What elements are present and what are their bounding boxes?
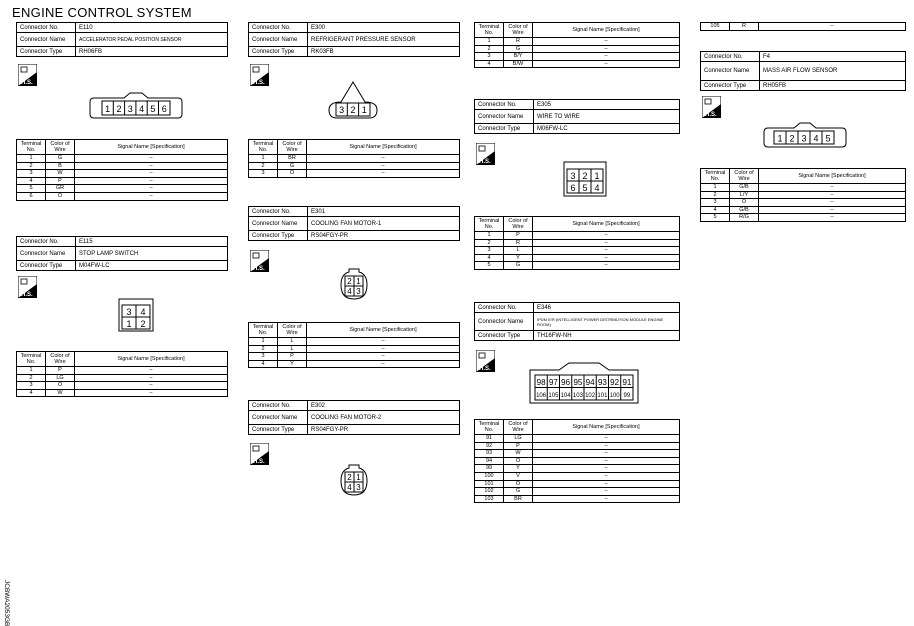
table-row xyxy=(475,262,680,270)
pin: 2 xyxy=(347,473,352,482)
pin: 5 xyxy=(150,104,156,114)
terminal-cell: 5 xyxy=(475,262,504,270)
terminal-cell: 4 xyxy=(701,206,730,214)
terminal-cell: 91 xyxy=(475,435,504,443)
svg-text:2: 2 xyxy=(789,133,795,144)
pin: 2 xyxy=(350,105,356,115)
svg-text:4: 4 xyxy=(813,133,819,144)
signal-cell: – xyxy=(75,382,228,390)
color-cell: P xyxy=(278,353,307,361)
svg-text:95: 95 xyxy=(573,378,583,387)
svg-text:1: 1 xyxy=(777,133,783,144)
terminal-cell: 94 xyxy=(475,457,504,465)
table-row xyxy=(249,345,460,353)
terminal-cell: 1 xyxy=(475,232,504,240)
color-cell: P xyxy=(46,367,75,375)
color-cell: G/B xyxy=(730,184,759,192)
svg-text:102: 102 xyxy=(585,393,596,399)
table-row xyxy=(17,162,228,170)
pin: 1 xyxy=(594,171,600,181)
terminal-cell: 2 xyxy=(475,45,504,53)
color-cell: V xyxy=(504,472,533,480)
color-cell: R/G xyxy=(730,214,759,222)
table-row xyxy=(701,214,906,222)
color-cell: O xyxy=(278,170,307,178)
table-row xyxy=(17,367,228,375)
harness-side-icon xyxy=(250,250,269,272)
signal-cell: – xyxy=(759,23,906,31)
terminal-cell: 6 xyxy=(17,192,46,200)
pin: 4 xyxy=(139,104,145,114)
signal-cell: – xyxy=(75,185,228,193)
color-cell: O xyxy=(730,199,759,207)
signal-cell: – xyxy=(533,480,680,488)
signal-cell: – xyxy=(533,247,680,255)
terminal-cell: 1 xyxy=(475,38,504,46)
signal-cell: – xyxy=(75,170,228,178)
terminal-cell: 3 xyxy=(475,247,504,255)
color-cell: R xyxy=(730,23,759,31)
table-row xyxy=(17,389,228,397)
signal-cell: – xyxy=(75,177,228,185)
pin: 6 xyxy=(570,183,576,193)
table-row xyxy=(475,53,680,61)
connector-type: RH06FB xyxy=(76,47,228,57)
table-row xyxy=(701,184,906,192)
connector-info-e305: Connector No. E305 Connector Name WIRE TO WIRE Connector Type M06FW-LC xyxy=(474,99,680,134)
signal-cell: – xyxy=(75,374,228,382)
color-cell: O xyxy=(504,480,533,488)
svg-text:105: 105 xyxy=(548,393,559,399)
terminal-cell: 2 xyxy=(17,162,46,170)
signal-cell: – xyxy=(533,495,680,503)
terminal-table-e301: Terminal No. Color of Wire Signal Name [Specification] 1 L – 2 L – 3 P – 4 Y – xyxy=(248,322,460,368)
svg-text:93: 93 xyxy=(597,378,607,387)
svg-text:H.S.: H.S. xyxy=(253,80,265,86)
label: Connector Type xyxy=(17,47,76,57)
harness-side-icon xyxy=(476,350,495,372)
color-cell: P xyxy=(504,232,533,240)
signal-cell: – xyxy=(533,465,680,473)
harness-side-icon xyxy=(250,64,269,86)
svg-text:96: 96 xyxy=(561,378,571,387)
terminal-cell: 2 xyxy=(701,191,730,199)
terminal-table-e346-continued xyxy=(700,22,906,31)
table-row xyxy=(249,353,460,361)
terminal-cell: 3 xyxy=(17,382,46,390)
pin: 4 xyxy=(347,287,352,296)
table-row xyxy=(475,232,680,240)
header-signal: Signal Name [Specification] xyxy=(75,140,228,155)
figure-code: JCBWA2053GB xyxy=(3,580,10,626)
color-cell: P xyxy=(504,442,533,450)
color-cell: W xyxy=(504,450,533,458)
svg-text:H.S.: H.S. xyxy=(705,112,717,118)
pin: 1 xyxy=(105,104,111,114)
signal-cell: – xyxy=(533,450,680,458)
svg-text:H.S.: H.S. xyxy=(253,459,265,465)
color-cell: G xyxy=(504,262,533,270)
signal-cell: – xyxy=(533,488,680,496)
signal-cell: – xyxy=(533,442,680,450)
connector-info-e346: Connector No. E346 Connector Name IPDM E/R (INTELLIGENT POWER DISTRIBUTION MODULE ENGINE ROOM) Connector Type TH16FW-NH xyxy=(474,302,680,341)
signal-cell: – xyxy=(533,472,680,480)
terminal-cell: 1 xyxy=(701,184,730,192)
pin: 2 xyxy=(347,277,352,286)
signal-cell: – xyxy=(759,191,906,199)
label: Connector Name xyxy=(17,247,76,261)
pin: 4 xyxy=(594,183,600,193)
terminal-table-e110 xyxy=(16,139,228,201)
signal-cell: – xyxy=(759,214,906,222)
connector-info-e115 xyxy=(16,236,228,271)
svg-text:H.S.: H.S. xyxy=(253,266,265,272)
signal-cell: – xyxy=(533,262,680,270)
connector-name: ACCELERATOR PEDAL POSITION SENSOR xyxy=(76,33,228,47)
table-row xyxy=(17,155,228,163)
connector-no: E115 xyxy=(76,237,228,247)
terminal-cell: 105 xyxy=(701,23,730,31)
table-row xyxy=(17,170,228,178)
table-row xyxy=(475,254,680,262)
terminal-cell: 3 xyxy=(249,170,278,178)
terminal-cell: 102 xyxy=(475,488,504,496)
pin: 2 xyxy=(116,104,122,114)
signal-cell: – xyxy=(759,206,906,214)
svg-text:3: 3 xyxy=(801,133,807,144)
connector-info-e301: Connector No. E301 Connector Name COOLING FAN MOTOR-1 Connector Type RS04FGY-PR xyxy=(248,206,460,241)
connector-diagram-e302 xyxy=(339,462,369,503)
signal-cell: – xyxy=(533,45,680,53)
terminal-cell: 5 xyxy=(701,214,730,222)
signal-cell: – xyxy=(533,60,680,68)
pin: 3 xyxy=(356,287,361,296)
table-row xyxy=(17,374,228,382)
signal-cell: – xyxy=(75,192,228,200)
pin: 3 xyxy=(356,483,361,492)
terminal-cell: 3 xyxy=(475,53,504,61)
terminal-cell: 103 xyxy=(475,495,504,503)
terminal-table-e115: Terminal No. Color of Wire Signal Name [Specification] 1 P – 2 LG – 3 O – 4 W – xyxy=(16,351,228,397)
table-row xyxy=(249,360,460,368)
color-cell: G/B xyxy=(730,206,759,214)
terminal-cell: 92 xyxy=(475,442,504,450)
svg-text:94: 94 xyxy=(585,378,595,387)
connector-no: E110 xyxy=(76,23,228,33)
signal-cell: – xyxy=(533,53,680,61)
signal-cell: – xyxy=(75,162,228,170)
terminal-cell: 1 xyxy=(249,155,278,163)
terminal-table-e305: Terminal No. Color of Wire Signal Name [Specification] 1 P – 2 R – 3 L – 4 Y – 5 G – xyxy=(474,216,680,270)
signal-cell: – xyxy=(533,239,680,247)
pin: 1 xyxy=(126,319,132,329)
signal-cell: – xyxy=(307,360,460,368)
connector-info-e302: Connector No. E302 Connector Name COOLING FAN MOTOR-2 Connector Type RS04FGY-PR xyxy=(248,400,460,435)
table-row xyxy=(475,488,680,496)
signal-cell: – xyxy=(307,353,460,361)
svg-text:5: 5 xyxy=(825,133,831,144)
color-cell: O xyxy=(504,457,533,465)
connector-type: M04FW-LC xyxy=(76,261,228,271)
connector-name: STOP LAMP SWITCH xyxy=(76,247,228,261)
connector-info-e300: Connector No. E300 Connector Name REFRIGERANT PRESSURE SENSOR Connector Type RK03FB xyxy=(248,22,460,57)
terminal-cell: 3 xyxy=(249,353,278,361)
terminal-cell: 2 xyxy=(17,374,46,382)
header-terminal: Terminal No. xyxy=(17,140,46,155)
terminal-cell: 2 xyxy=(249,162,278,170)
pin: 6 xyxy=(161,104,167,114)
svg-text:106: 106 xyxy=(536,393,547,399)
color-cell: G xyxy=(504,45,533,53)
signal-cell: – xyxy=(533,457,680,465)
connector-diagram-e300 xyxy=(325,80,381,125)
header-color: Color of Wire xyxy=(46,140,75,155)
table-row xyxy=(475,239,680,247)
table-row xyxy=(475,247,680,255)
svg-text:H.S.: H.S. xyxy=(479,366,491,372)
table-row xyxy=(475,60,680,68)
label: Connector No. xyxy=(17,237,76,247)
table-row xyxy=(701,206,906,214)
color-cell: LG xyxy=(46,374,75,382)
table-row xyxy=(475,442,680,450)
svg-text:104: 104 xyxy=(560,393,571,399)
color-cell: R xyxy=(504,38,533,46)
color-cell: G xyxy=(46,155,75,163)
table-row xyxy=(475,450,680,458)
color-cell: W xyxy=(46,170,75,178)
color-cell: L xyxy=(278,345,307,353)
signal-cell: – xyxy=(759,199,906,207)
color-cell: L xyxy=(504,247,533,255)
signal-cell: – xyxy=(307,338,460,346)
connector-diagram-e115 xyxy=(118,298,154,337)
table-row xyxy=(475,435,680,443)
signal-cell: – xyxy=(307,162,460,170)
table-row xyxy=(701,191,906,199)
terminal-cell: 99 xyxy=(475,465,504,473)
color-cell: L xyxy=(278,338,307,346)
terminal-table-e300: Terminal No. Color of Wire Signal Name [Specification] 1 BR – 2 G – 3 O – xyxy=(248,139,460,178)
harness-side-icon xyxy=(18,276,37,298)
connector-diagram-e305 xyxy=(563,161,607,202)
pin: 1 xyxy=(361,105,367,115)
color-cell: LG xyxy=(504,435,533,443)
terminal-cell: 93 xyxy=(475,450,504,458)
pin: 3 xyxy=(570,171,576,181)
terminal-cell: 1 xyxy=(249,338,278,346)
terminal-table-e346: Terminal No. Color of Wire Signal Name [Specification] 91 LG – 92 P – 93 W – 94 O – 99 Y – 100 V – 101 O – 102 G – 103 BR – xyxy=(474,419,680,503)
svg-text:97: 97 xyxy=(548,378,558,387)
signal-cell: – xyxy=(75,389,228,397)
table-row xyxy=(475,472,680,480)
svg-text:91: 91 xyxy=(622,378,632,387)
svg-text:101: 101 xyxy=(597,393,608,399)
terminal-table-continued: Terminal No. Color of Wire Signal Name [Specification] 1 R – 2 G – 3 B/Y – 4 B/W – xyxy=(474,22,680,68)
signal-cell: – xyxy=(533,232,680,240)
terminal-cell: 4 xyxy=(17,177,46,185)
signal-cell: – xyxy=(533,38,680,46)
connector-info-f4: Connector No. F4 Connector Name MASS AIR FLOW SENSOR Connector Type RH05FB xyxy=(700,51,906,91)
table-row xyxy=(475,495,680,503)
connector-diagram-f4 xyxy=(762,122,848,155)
connector-diagram-e301 xyxy=(339,266,369,307)
svg-text:99: 99 xyxy=(623,393,631,399)
color-cell: Y xyxy=(504,254,533,262)
connector-info-e110 xyxy=(16,22,228,57)
svg-text:100: 100 xyxy=(609,393,620,399)
svg-text:H.S.: H.S. xyxy=(21,80,33,86)
terminal-cell: 4 xyxy=(249,360,278,368)
table-row xyxy=(475,480,680,488)
pin: 3 xyxy=(127,104,133,114)
color-cell: BR xyxy=(504,495,533,503)
table-row xyxy=(17,382,228,390)
color-cell: L/Y xyxy=(730,191,759,199)
terminal-cell: 2 xyxy=(475,239,504,247)
pin: 3 xyxy=(126,307,132,317)
table-row xyxy=(249,155,460,163)
table-row xyxy=(17,185,228,193)
table-row xyxy=(475,465,680,473)
terminal-cell: 101 xyxy=(475,480,504,488)
table-row xyxy=(701,23,906,31)
color-cell: G xyxy=(504,488,533,496)
pin: 4 xyxy=(140,307,146,317)
pin: 2 xyxy=(582,171,588,181)
pin: 4 xyxy=(347,483,352,492)
label: Connector No. xyxy=(17,23,76,33)
table-row xyxy=(475,45,680,53)
svg-text:103: 103 xyxy=(572,393,583,399)
terminal-cell: 100 xyxy=(475,472,504,480)
terminal-cell: 4 xyxy=(475,60,504,68)
label: Connector Name xyxy=(17,33,76,47)
svg-text:92: 92 xyxy=(610,378,620,387)
color-cell: B/W xyxy=(504,60,533,68)
page-title: ENGINE CONTROL SYSTEM xyxy=(12,5,192,20)
terminal-cell: 3 xyxy=(17,170,46,178)
color-cell: R xyxy=(504,239,533,247)
harness-side-icon xyxy=(18,64,37,86)
pin: 1 xyxy=(356,277,361,286)
signal-cell: – xyxy=(307,345,460,353)
table-row xyxy=(475,457,680,465)
terminal-cell: 3 xyxy=(701,199,730,207)
harness-side-icon xyxy=(250,443,269,465)
table-row xyxy=(249,162,460,170)
terminal-cell: 4 xyxy=(17,389,46,397)
color-cell: P xyxy=(46,177,75,185)
terminal-cell: 2 xyxy=(249,345,278,353)
pin: 5 xyxy=(582,183,588,193)
pin: 2 xyxy=(140,319,146,329)
color-cell: O xyxy=(46,382,75,390)
color-cell: B/Y xyxy=(504,53,533,61)
table-row xyxy=(475,38,680,46)
table-row xyxy=(17,177,228,185)
color-cell: GR xyxy=(46,185,75,193)
table-row xyxy=(249,338,460,346)
signal-cell: – xyxy=(307,170,460,178)
pin: 1 xyxy=(356,473,361,482)
svg-text:98: 98 xyxy=(536,378,546,387)
svg-text:H.S.: H.S. xyxy=(21,292,33,298)
terminal-cell: 1 xyxy=(17,155,46,163)
color-cell: Y xyxy=(278,360,307,368)
harness-side-icon xyxy=(702,96,721,118)
signal-cell: – xyxy=(759,184,906,192)
table-row xyxy=(701,199,906,207)
color-cell: G xyxy=(278,162,307,170)
terminal-cell: 5 xyxy=(17,185,46,193)
color-cell: W xyxy=(46,389,75,397)
table-row xyxy=(249,170,460,178)
color-cell: Y xyxy=(504,465,533,473)
color-cell: B xyxy=(46,162,75,170)
signal-cell: – xyxy=(533,254,680,262)
color-cell: O xyxy=(46,192,75,200)
svg-text:H.S.: H.S. xyxy=(479,159,491,165)
signal-cell: – xyxy=(75,155,228,163)
table-row xyxy=(17,192,228,200)
terminal-cell: 1 xyxy=(17,367,46,375)
connector-diagram-e346 xyxy=(529,362,639,409)
terminal-cell: 4 xyxy=(475,254,504,262)
connector-diagram-e110 xyxy=(88,92,184,127)
terminal-table-f4: Terminal No. Color of Wire Signal Name [Specification] 1 G/B – 2 L/Y – 3 O – 4 G/B – 5 R/G – xyxy=(700,168,906,222)
signal-cell: – xyxy=(307,155,460,163)
signal-cell: – xyxy=(75,367,228,375)
pin: 3 xyxy=(339,105,345,115)
harness-side-icon xyxy=(476,143,495,165)
label: Connector Type xyxy=(17,261,76,271)
signal-cell: – xyxy=(533,435,680,443)
color-cell: BR xyxy=(278,155,307,163)
